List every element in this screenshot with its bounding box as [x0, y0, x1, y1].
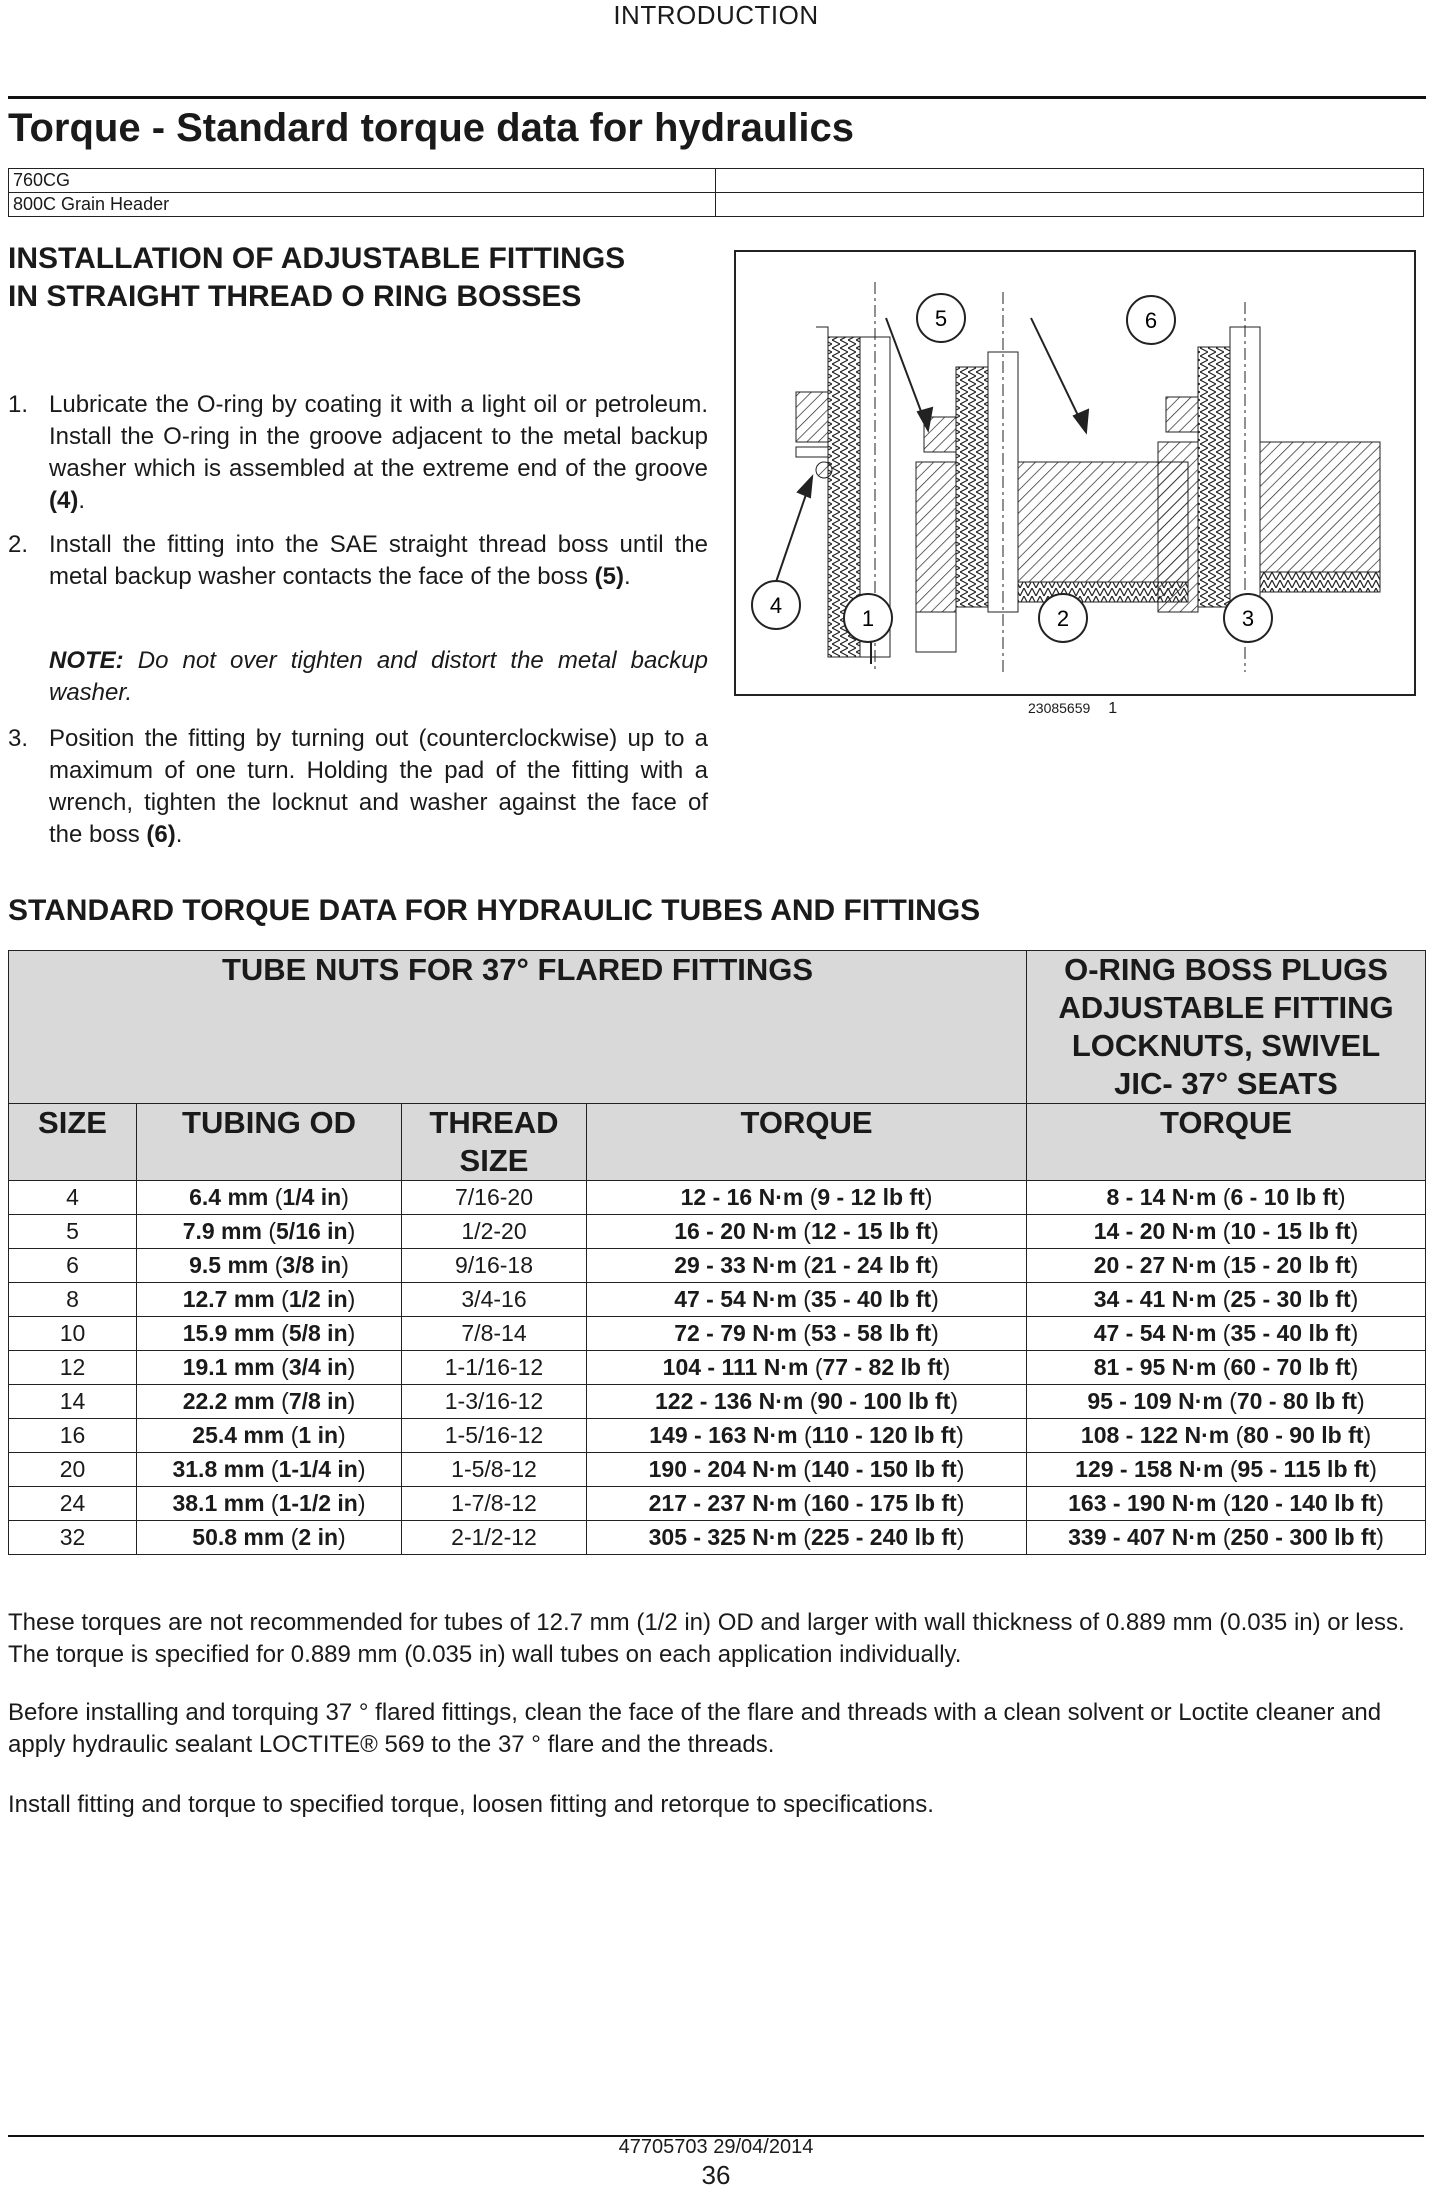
thread-size-cell: 1-5/16-12 [402, 1419, 587, 1453]
torque-oring-cell: 163 - 190 N·m (120 - 140 lb ft) [1027, 1487, 1426, 1521]
torque-flared-cell: 122 - 136 N·m (90 - 100 lb ft) [587, 1385, 1027, 1419]
section-heading-installation [8, 240, 708, 316]
column-header: TORQUE [1027, 1104, 1426, 1181]
svg-text:1: 1 [861, 606, 875, 631]
running-header: INTRODUCTION [613, 0, 819, 30]
fitting-drawing [736, 252, 1414, 694]
model-cell: 800C Grain Header [9, 193, 716, 217]
torque-flared-cell: 190 - 204 N·m (140 - 150 lb ft) [587, 1453, 1027, 1487]
column-header: SIZE [9, 1104, 137, 1181]
step-3 [8, 723, 708, 851]
thread-size-cell: 1-5/8-12 [402, 1453, 587, 1487]
table-group-header-row [9, 951, 1426, 1104]
group-header-oring: O-RING BOSS PLUGS ADJUSTABLE FITTING LOCKNUTS, SWIVEL JIC- 37° SEATS [1027, 951, 1426, 1104]
group-header-flared: TUBE NUTS FOR 37° FLARED FITTINGS [9, 951, 1027, 1104]
callout-1-icon [844, 594, 892, 642]
thread-size-cell: 1-7/8-12 [402, 1487, 587, 1521]
torque-oring-cell: 34 - 41 N·m (25 - 30 lb ft) [1027, 1283, 1426, 1317]
svg-text:4: 4 [769, 593, 783, 618]
note [49, 645, 708, 709]
svg-text:5: 5 [934, 306, 948, 331]
step-number: 3. [8, 725, 29, 752]
column-header: TORQUE [587, 1104, 1027, 1181]
torque-flared-cell: 29 - 33 N·m (21 - 24 lb ft) [587, 1249, 1027, 1283]
table-column-header-row [9, 1104, 1426, 1181]
size-cell: 6 [9, 1249, 137, 1283]
torque-oring-cell: 14 - 20 N·m (10 - 15 lb ft) [1027, 1215, 1426, 1249]
tubing-od-cell: 38.1 mm (1-1/2 in) [137, 1487, 402, 1521]
step-2 [8, 529, 708, 593]
tubing-od-cell: 15.9 mm (5/8 in) [137, 1317, 402, 1351]
table-row [9, 1249, 1426, 1283]
callout-2-icon [1039, 594, 1087, 642]
tubing-od-cell: 31.8 mm (1-1/4 in) [137, 1453, 402, 1487]
footer-doc-code: 47705703 29/04/2014 [618, 2136, 814, 2158]
thread-size-cell: 7/8-14 [402, 1317, 587, 1351]
torque-flared-cell: 72 - 79 N·m (53 - 58 lb ft) [587, 1317, 1027, 1351]
note-paragraph-3: Install fitting and torque to specified torque, loosen fitting and retorque to specifications. [8, 1791, 934, 1818]
svg-text:2: 2 [1056, 606, 1070, 631]
step-1 [8, 389, 708, 517]
step-text: Position the fitting by turning out (counterclockwise) up to a maximum of one turn. Holding the pad of the fitting with a wrench, tighten the locknut and washer against the face of the boss (6). [49, 725, 708, 848]
svg-text:3: 3 [1241, 606, 1255, 631]
thread-size-cell: 1-1/16-12 [402, 1351, 587, 1385]
note-paragraph-2: Before installing and torquing 37 ° flared fittings, clean the face of the flare and threads with a clean solvent or Loctite cleaner and apply hydraulic sealant LOCTITE® 569 to the 37 ° flare and the threads. [8, 1699, 1382, 1758]
step-text: Install the fitting into the SAE straight thread boss until the metal backup washer contacts the face of the boss (5). [49, 531, 708, 590]
model-row [9, 193, 1424, 217]
column-header: THREAD SIZE [402, 1104, 587, 1181]
torque-oring-cell: 47 - 54 N·m (35 - 40 lb ft) [1027, 1317, 1426, 1351]
tubing-od-cell: 22.2 mm (7/8 in) [137, 1385, 402, 1419]
page-title: Torque - Standard torque data for hydraulics [8, 106, 855, 150]
thread-size-cell: 2-1/2-12 [402, 1521, 587, 1555]
torque-oring-cell: 8 - 14 N·m (6 - 10 lb ft) [1027, 1181, 1426, 1215]
size-cell: 16 [9, 1419, 137, 1453]
callout-3-icon [1224, 594, 1272, 642]
note-paragraph-1: These torques are not recommended for tubes of 12.7 mm (1/2 in) OD and larger with wall thickness of 0.889 mm (0.035 in) or less. The torque is specified for 0.889 mm (0.035 in) wall tubes on each application individually. [8, 1609, 1405, 1668]
size-cell: 20 [9, 1453, 137, 1487]
torque-oring-cell: 81 - 95 N·m (60 - 70 lb ft) [1027, 1351, 1426, 1385]
table-row [9, 1351, 1426, 1385]
torque-table [8, 950, 1426, 1555]
thread-size-cell: 1/2-20 [402, 1215, 587, 1249]
tubing-od-cell: 6.4 mm (1/4 in) [137, 1181, 402, 1215]
torque-rows [9, 1181, 1426, 1555]
table-row [9, 1521, 1426, 1555]
torque-flared-cell: 217 - 237 N·m (160 - 175 lb ft) [587, 1487, 1027, 1521]
thread-size-cell: 7/16-20 [402, 1181, 587, 1215]
size-cell: 24 [9, 1487, 137, 1521]
size-cell: 4 [9, 1181, 137, 1215]
image-code: 23085659 [1028, 700, 1091, 716]
figure-number: 1 [1108, 700, 1118, 717]
model-cell-empty [716, 193, 1424, 217]
torque-oring-cell: 20 - 27 N·m (15 - 20 lb ft) [1027, 1249, 1426, 1283]
table-row [9, 1317, 1426, 1351]
table-row [9, 1419, 1426, 1453]
torque-flared-cell: 47 - 54 N·m (35 - 40 lb ft) [587, 1283, 1027, 1317]
torque-flared-cell: 12 - 16 N·m (9 - 12 lb ft) [587, 1181, 1027, 1215]
table-row [9, 1385, 1426, 1419]
fitting-illustration [734, 250, 1416, 696]
table-row [9, 1181, 1426, 1215]
table-row [9, 1215, 1426, 1249]
size-cell: 10 [9, 1317, 137, 1351]
heading-line: IN STRAIGHT THREAD O RING BOSSES [8, 280, 582, 313]
size-cell: 12 [9, 1351, 137, 1385]
model-cell: 760CG [9, 169, 716, 193]
torque-oring-cell: 108 - 122 N·m (80 - 90 lb ft) [1027, 1419, 1426, 1453]
heading-line: INSTALLATION OF ADJUSTABLE FITTINGS [8, 242, 626, 275]
page-number: 36 [701, 2160, 731, 2190]
table-row [9, 1487, 1426, 1521]
models-table [8, 168, 1424, 217]
model-row [9, 169, 1424, 193]
callout-ref: (4) [49, 487, 79, 514]
step-text: Lubricate the O-ring by coating it with a light oil or petroleum. Install the O-ring in the groove adjacent to the metal backup washer which is assembled at the extreme end of the groove (4). [49, 391, 708, 514]
table-row [9, 1283, 1426, 1317]
figure-caption [1028, 700, 1117, 718]
model-cell-empty [716, 169, 1424, 193]
step-number: 1. [8, 391, 29, 418]
callout-ref: (6) [146, 821, 176, 848]
torque-oring-cell: 339 - 407 N·m (250 - 300 lb ft) [1027, 1521, 1426, 1555]
size-cell: 8 [9, 1283, 137, 1317]
svg-text:6: 6 [1144, 308, 1158, 333]
tubing-od-cell: 12.7 mm (1/2 in) [137, 1283, 402, 1317]
callout-ref: (5) [594, 563, 624, 590]
thread-size-cell: 9/16-18 [402, 1249, 587, 1283]
size-cell: 5 [9, 1215, 137, 1249]
thread-size-cell: 1-3/16-12 [402, 1385, 587, 1419]
tubing-od-cell: 50.8 mm (2 in) [137, 1521, 402, 1555]
size-cell: 32 [9, 1521, 137, 1555]
note-text: Do not over tighten and distort the metal backup washer. [49, 647, 708, 706]
torque-flared-cell: 16 - 20 N·m (12 - 15 lb ft) [587, 1215, 1027, 1249]
note-label: NOTE: [49, 647, 124, 674]
torque-oring-cell: 129 - 158 N·m (95 - 115 lb ft) [1027, 1453, 1426, 1487]
section-heading-torque-data: STANDARD TORQUE DATA FOR HYDRAULIC TUBES AND FITTINGS [8, 894, 981, 927]
thread-size-cell: 3/4-16 [402, 1283, 587, 1317]
header-rule [8, 96, 1426, 99]
tubing-od-cell: 25.4 mm (1 in) [137, 1419, 402, 1453]
tubing-od-cell: 19.1 mm (3/4 in) [137, 1351, 402, 1385]
torque-flared-cell: 305 - 325 N·m (225 - 240 lb ft) [587, 1521, 1027, 1555]
callout-4-icon [752, 581, 800, 629]
torque-flared-cell: 149 - 163 N·m (110 - 120 lb ft) [587, 1419, 1027, 1453]
step-number: 2. [8, 531, 29, 558]
torque-flared-cell: 104 - 111 N·m (77 - 82 lb ft) [587, 1351, 1027, 1385]
tubing-od-cell: 7.9 mm (5/16 in) [137, 1215, 402, 1249]
tubing-od-cell: 9.5 mm (3/8 in) [137, 1249, 402, 1283]
table-row [9, 1453, 1426, 1487]
torque-oring-cell: 95 - 109 N·m (70 - 80 lb ft) [1027, 1385, 1426, 1419]
callout-6-icon [1127, 296, 1175, 344]
callout-5-icon [917, 294, 965, 342]
size-cell: 14 [9, 1385, 137, 1419]
column-header: TUBING OD [137, 1104, 402, 1181]
